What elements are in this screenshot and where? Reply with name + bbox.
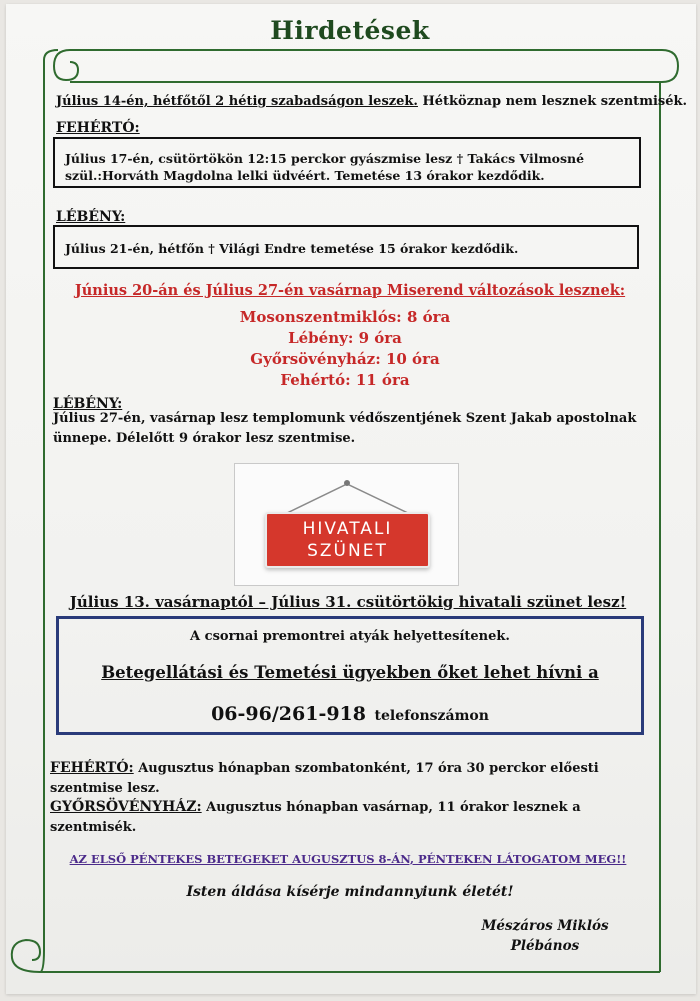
gyors-heading: GYŐRSÖVÉNYHÁZ:: [50, 799, 202, 815]
office-closed-text: Július 13. vasárnaptól – Július 31. csütörtökig hivatali szünet lesz!: [69, 593, 627, 611]
lebeny-2-line1: Július 27-én, vasárnap lesz templomunk védőszentjének Szent Jakab apostolnak: [53, 411, 637, 426]
sign-board: [265, 512, 430, 568]
sign-line1: HIVATALI: [302, 519, 393, 539]
fehertó-box: [53, 137, 641, 188]
contact-phone-line: [59, 703, 641, 725]
office-closed-sign-image: [234, 463, 459, 586]
fehertó-box-line2: szül.:Horváth Magdolna lelki üdvéért. Temetése 13 órakor kezdődik.: [65, 168, 545, 183]
fehertó-2-line2: szentmise lesz.: [50, 781, 160, 796]
lebeny-2-line2: ünnepe. Délelőtt 9 órakor lesz szentmise.: [53, 431, 356, 446]
schedule-heading: Június 20-án és Július 27-én vasárnap Miserend változások lesznek:: [74, 282, 626, 299]
contact-line1: A csornai premontrei atyák helyettesítenek.: [190, 629, 510, 644]
fehertó-2-line1: [50, 760, 599, 776]
gyors-line2: szentmisék.: [50, 820, 137, 835]
blessing-text: Isten áldása kísérje mindannyiunk életét!: [186, 884, 514, 900]
lebeny-heading-1: LÉBÉNY:: [56, 209, 126, 225]
sign-line2: SZÜNET: [307, 541, 388, 561]
intro-rest: Hétköznap nem lesznek szentmisék.: [417, 94, 688, 109]
fehertó-box-line1: Július 17-én, csütörtökön 12:15 perckor gyászmise lesz † Takács Vilmosné: [65, 151, 585, 166]
signature-role: Plébános: [510, 938, 580, 954]
lebeny-box: [53, 225, 639, 269]
intro-underlined: Július 14-én, hétfőtől 2 hétig szabadságon leszek.: [56, 94, 418, 109]
page-title: Hirdetések: [270, 16, 430, 45]
signature-name: Mészáros Miklós: [481, 918, 609, 934]
first-friday-text: AZ ELSŐ PÉNTEKES BETEGEKET AUGUSZTUS 8-ÁN, PÉNTEKEN LÁTOGATOM MEG!!: [69, 852, 627, 866]
gyors-text1: Augusztus hónapban vasárnap, 11 órakor lesznek a: [201, 800, 581, 815]
contact-box: [56, 616, 644, 735]
phone-suffix: telefonszámon: [374, 708, 489, 724]
phone-number: 06-96/261-918: [211, 703, 366, 725]
contact-line2: Betegellátási és Temetési ügyekben őket lehet hívni a: [101, 663, 599, 682]
gyors-line1: [50, 799, 581, 815]
lebeny-heading-2: LÉBÉNY:: [53, 396, 123, 412]
schedule-item-4: Fehértó: 11 óra: [280, 371, 410, 389]
intro-line: [56, 94, 687, 109]
fehertó-heading-2: FEHÉRTÓ:: [50, 760, 134, 776]
fehertó-heading-1: FEHÉRTÓ:: [56, 120, 140, 136]
fehertó-2-text1: Augusztus hónapban szombatonként, 17 óra 30 perckor előesti: [133, 761, 599, 776]
schedule-item-1: Mosonszentmiklós: 8 óra: [239, 308, 451, 326]
schedule-item-3: Győrsövényház: 10 óra: [250, 350, 440, 368]
lebeny-box-line1: Július 21-én, hétfőn † Világi Endre temetése 15 órakor kezdődik.: [65, 241, 519, 256]
schedule-item-2: Lébény: 9 óra: [288, 329, 402, 347]
